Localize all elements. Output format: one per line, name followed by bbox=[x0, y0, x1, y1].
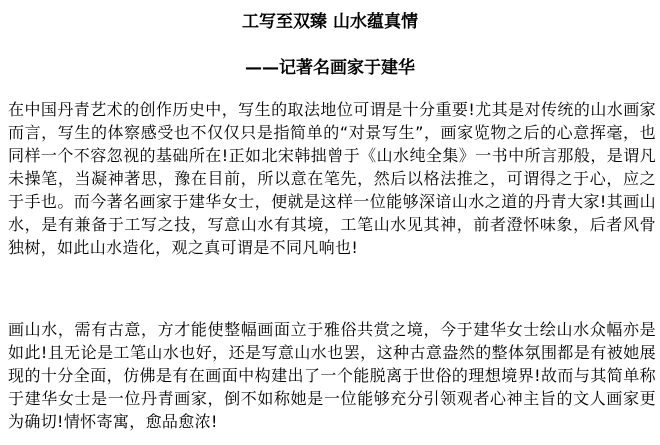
paragraph-2: 画山水，需有古意，方才能使整幅画面立于雅俗共赏之境，今于建华女士绘山水众幅亦是如此!且无论是工笔山水也好，还是写意山水也罢，这种古意盎然的整体氛围都是有被她展现的十分全面，仿佛是有在画面中构建出了一个能脱离于世俗的理想境界!故而与其简单称于建华女士是一位丹青画家，倒不如称她是一位能够充分引领观者心神主旨的文人画家更为确切!情怀寄寓，愈品愈浓! bbox=[8, 320, 656, 431]
article-title: 工写至双臻 山水蕴真情 bbox=[242, 12, 418, 32]
paragraph-1: 在中国丹青艺术的创作历史中，写生的取法地位可谓是十分重要!尤其是对传统的山水画家而言，写生的体察感受也不仅仅只是指简单的“对景写生”，画家览物之后的心意挥毫，也同样一个不容忽视的基础所在!正如北宋韩拙曾于《山水纯全集》一书中所言那般，是谓凡未操笔，当凝神著思，豫在目前，所以意在笔先，然后以格法推之，可谓得之于心，应之于手也。而今著名画家于建华女士，便就是这样一位能够深谙山水之道的丹青大家!其画山水，是有兼备于工写之技，写意山水有其境，工笔山水见其神，前者澄怀味象，后者风骨独树，如此山水造化，观之真可谓是不同凡响也! bbox=[8, 100, 656, 257]
article-subtitle: ——记著名画家于建华 bbox=[245, 58, 415, 78]
